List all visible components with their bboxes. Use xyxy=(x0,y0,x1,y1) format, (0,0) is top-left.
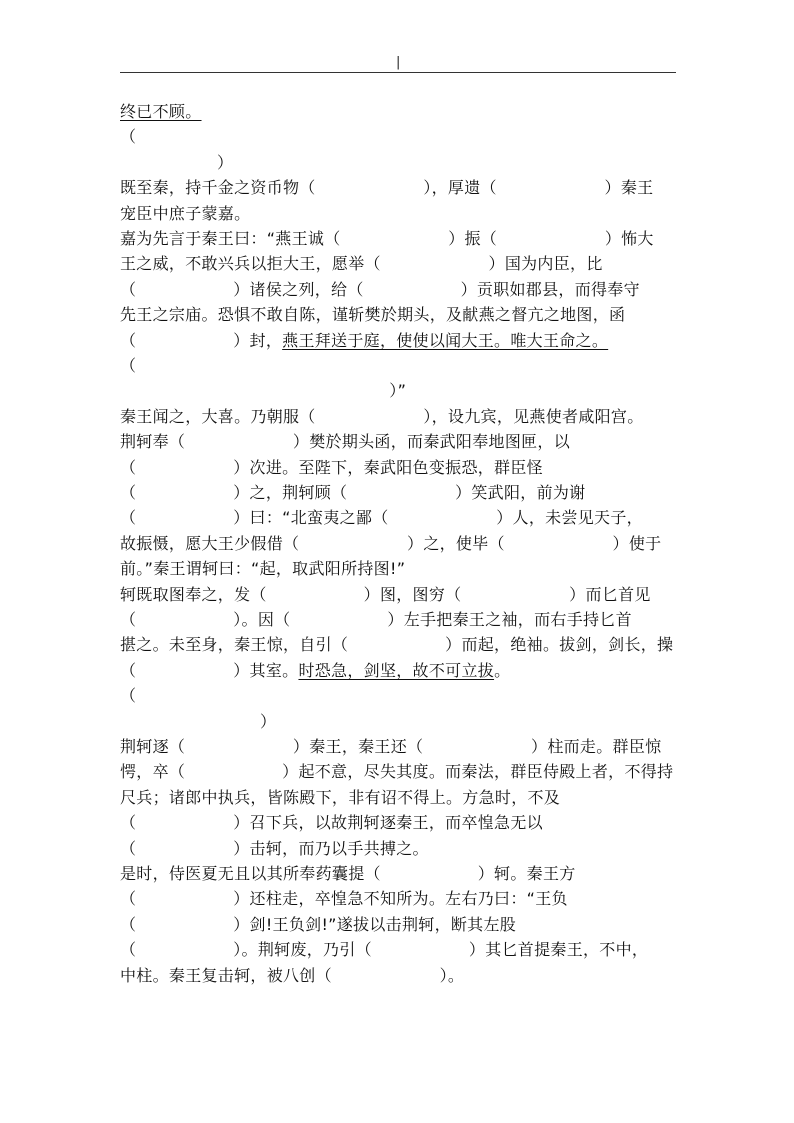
text-segment: （ ）还柱走，卒惶急不知所为。左右乃曰：“王负 xyxy=(120,889,568,909)
text-line xyxy=(120,940,648,960)
text-line xyxy=(120,508,643,528)
text-segment: （ ）诸侯之列，给（ ）贡职如郡县，而得奉守 xyxy=(120,279,640,299)
text-segment: 荆轲逐（ ）秦王，秦王还（ ）柱而走。群臣惊 xyxy=(120,737,662,756)
text-line xyxy=(120,610,632,630)
text-line xyxy=(120,102,202,122)
text-line xyxy=(120,813,543,833)
text-line xyxy=(120,178,653,198)
text-segment: 王之威，不敢兴兵以拒大王，愿举（ ）国为内臣，比 xyxy=(120,254,603,274)
text-segment: （ ）其室。 xyxy=(120,660,299,680)
text-segment: （ ）。荆轲废，乃引（ ）其匕首提秦王，不中， xyxy=(120,940,649,960)
text-line xyxy=(120,127,136,147)
text-segment: 秦王闻之，大喜。乃朝服（ ），设九宾，见燕使者咸阳宫。 xyxy=(120,406,644,426)
text-line xyxy=(120,153,233,173)
text-segment: 愕，卒（ ）起不意，尽失其度。而秦法，群臣侍殿上者，不得持 xyxy=(120,762,674,782)
underlined-text: 终已不顾。 xyxy=(120,102,202,121)
text-segment: （ ）击轲，而乃以手共搏之。 xyxy=(120,838,429,858)
text-segment: 既至秦，持千金之资币物（ ），厚遗（ ）秦王 xyxy=(120,178,654,198)
underlined-text: 燕王拜送于庭，使使以闻大王。唯大王命之。 xyxy=(282,330,609,350)
text-line xyxy=(120,915,516,935)
text-line xyxy=(120,559,405,579)
text-line xyxy=(120,839,429,859)
text-line xyxy=(120,381,406,401)
text-line xyxy=(120,966,464,986)
text-line xyxy=(120,407,644,427)
text-line xyxy=(120,229,654,249)
text-line xyxy=(120,280,640,300)
text-line xyxy=(120,534,661,554)
text-line xyxy=(120,458,543,478)
text-line xyxy=(120,686,136,706)
text-segment: （ ）之，荆轲顾（ ）笑武阳，前为谢 xyxy=(120,483,586,502)
text-segment: 。 xyxy=(494,660,511,680)
text-line xyxy=(120,737,661,757)
text-segment: ）” xyxy=(120,381,407,401)
text-segment: （ ）召下兵，以故荆轲逐秦王，而卒惶急无以 xyxy=(120,813,543,833)
text-segment: ） xyxy=(120,711,277,731)
text-line xyxy=(120,331,608,351)
text-line xyxy=(120,788,560,808)
text-segment: （ xyxy=(120,686,137,706)
text-line xyxy=(120,305,625,325)
text-line xyxy=(120,661,510,681)
text-segment: 先王之宗庙。恐惧不敢自陈，谨斩樊於期头，及献燕之督亢之地图，函 xyxy=(120,305,626,325)
text-segment: 宠臣中庶子蒙嘉。 xyxy=(120,203,251,223)
text-line xyxy=(120,204,250,224)
text-line xyxy=(120,585,651,605)
text-segment: （ ）封， xyxy=(120,330,283,350)
text-segment: 中柱。秦王复击轲，被八创（ ）。 xyxy=(120,965,465,985)
text-line xyxy=(120,432,570,452)
text-line xyxy=(120,889,568,909)
text-line xyxy=(120,864,576,884)
text-segment: （ ）。因（ ）左手把秦王之袖，而右手持匕首 xyxy=(120,610,632,629)
text-segment: （ ）曰：“北蛮夷之鄙（ ）人，未尝见天子， xyxy=(120,508,643,528)
text-segment: （ ）剑!王负剑!”遂拔以击荆轲，断其左股 xyxy=(120,914,517,934)
text-line xyxy=(120,254,603,274)
text-segment: 故振慑，愿大王少假借（ ）之，使毕（ ）使于 xyxy=(120,533,662,553)
text-segment: 嘉为先言于秦王曰：“燕王诚（ ）振（ ）怖大 xyxy=(120,229,654,248)
text-line xyxy=(120,635,673,655)
header-rule xyxy=(120,72,676,73)
underlined-text: 时恐急，剑坚，故不可立拔 xyxy=(298,660,495,680)
text-line xyxy=(120,483,585,503)
text-line xyxy=(120,712,276,732)
text-segment: （ xyxy=(120,356,137,375)
text-segment: （ ）次进。至陛下，秦武阳色变振恐，群臣怪 xyxy=(120,457,543,477)
text-segment: ） xyxy=(120,152,234,172)
text-segment: 轲既取图奉之，发（ ）图，图穷（ ）而匕首见 xyxy=(120,584,651,604)
text-line xyxy=(120,762,673,782)
text-segment: 尺兵；诸郎中执兵，皆陈殿下，非有诏不得上。方急时，不及 xyxy=(120,787,561,807)
text-segment: 揕之。未至身，秦王惊，自引（ ）而起，绝袖。拔剑，剑长，操 xyxy=(120,635,674,655)
text-segment: 前。”秦王谓轲曰：“起，取武阳所持图!” xyxy=(120,559,406,579)
text-segment: （ xyxy=(120,127,137,147)
text-line xyxy=(120,356,136,376)
header-mark: | xyxy=(396,55,401,70)
text-segment: 是时，侍医夏无且以其所奉药囊提（ ）轲。秦王方 xyxy=(120,864,576,883)
text-segment: 荆轲奉（ ）樊於期头函，而秦武阳奉地图匣，以 xyxy=(120,432,571,452)
